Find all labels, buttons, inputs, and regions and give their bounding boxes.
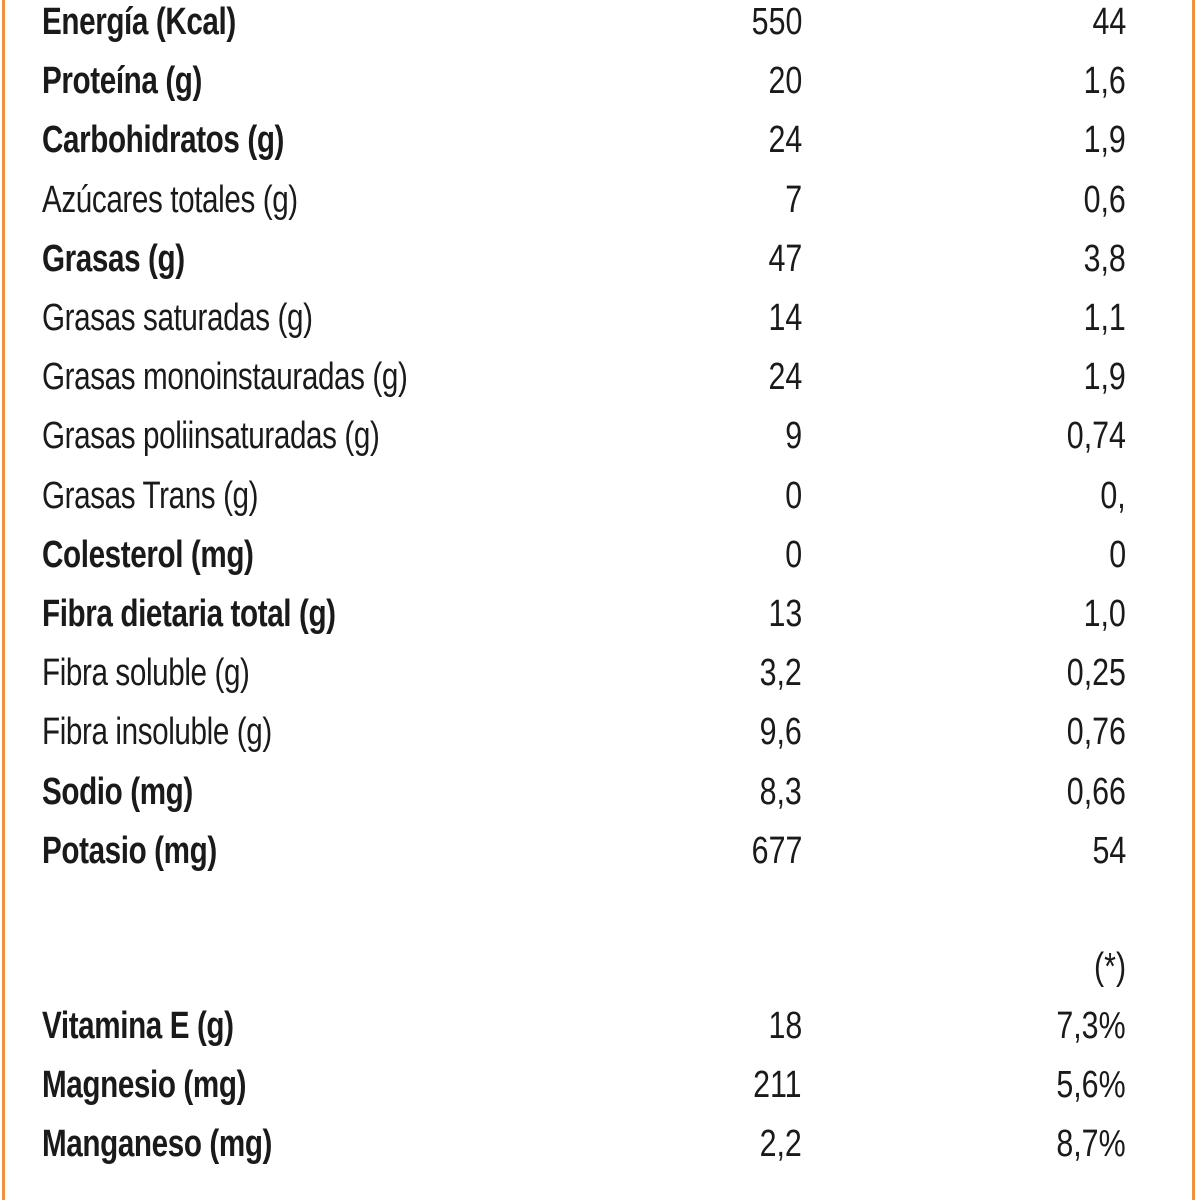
nutrient-label: Proteína (g)	[42, 60, 202, 103]
table-row	[0, 237, 1200, 296]
per-portion-value: 44	[1092, 1, 1126, 43]
nutrient-label: Vitamina E (g)	[42, 1005, 234, 1047]
per-100g-value: 677	[751, 829, 802, 872]
nutrient-label: Grasas Trans (g)	[42, 474, 259, 517]
per-portion-value: 1,6	[1083, 60, 1126, 103]
per-100g-value: 550	[751, 1, 802, 43]
per-100g-value: 9	[785, 415, 802, 458]
per-portion-value: 54	[1092, 829, 1126, 872]
per-portion-value: 1,9	[1083, 356, 1126, 399]
per-100g-value: 2,2	[759, 1123, 802, 1165]
footnote-row	[0, 945, 1200, 1004]
per-100g-value: 20	[768, 60, 802, 103]
per-portion-value: 0,74	[1066, 415, 1126, 458]
per-portion-value: 0	[1109, 533, 1126, 576]
table-row	[0, 1122, 1200, 1181]
nutrient-label: Colesterol (mg)	[42, 533, 254, 576]
per-portion-value: 0,25	[1066, 652, 1126, 695]
per-100g-value: 8,3	[759, 770, 802, 813]
per-100g-value: 14	[768, 297, 802, 339]
table-row	[0, 296, 1200, 355]
nutrient-label: Grasas (g)	[42, 237, 185, 280]
nutrient-label: Grasas saturadas (g)	[42, 297, 313, 339]
table-row	[0, 770, 1200, 829]
table-row	[0, 592, 1200, 651]
table-row	[0, 0, 1200, 59]
nutrient-label: Sodio (mg)	[42, 770, 193, 813]
table-row	[0, 651, 1200, 710]
nutrient-label: Grasas monoinstauradas (g)	[42, 356, 408, 399]
per-portion-value: 5,6%	[1056, 1064, 1126, 1106]
table-row	[0, 474, 1200, 533]
table-row	[0, 414, 1200, 473]
table-row	[0, 118, 1200, 177]
nutrient-label: Carbohidratos (g)	[42, 119, 285, 162]
table-row	[0, 59, 1200, 118]
table-row	[0, 1063, 1200, 1122]
per-portion-value: 0,76	[1066, 711, 1126, 754]
nutrient-label: Magnesio (mg)	[42, 1064, 247, 1106]
nutrient-label: Grasas poliinsaturadas (g)	[42, 415, 380, 458]
table-row	[0, 355, 1200, 414]
per-100g-value: 47	[768, 237, 802, 280]
footnote-marker: (*)	[1093, 946, 1126, 988]
nutrient-label: Energía (Kcal)	[42, 1, 236, 43]
table-row	[0, 178, 1200, 237]
nutrient-label: Potasio (mg)	[42, 829, 217, 872]
per-100g-value: 13	[768, 593, 802, 635]
per-100g-value: 0	[785, 533, 802, 576]
table-row	[0, 710, 1200, 769]
nutrient-label: Fibra insoluble (g)	[42, 711, 272, 754]
per-portion-value: 1,1	[1083, 297, 1126, 339]
nutrient-label: Azúcares totales (g)	[42, 178, 298, 221]
nutrient-label: Fibra soluble (g)	[42, 652, 250, 695]
per-portion-value: 7,3%	[1056, 1005, 1126, 1047]
per-100g-value: 7	[785, 178, 802, 221]
nutrient-label: Manganeso (mg)	[42, 1123, 273, 1165]
per-portion-value: 8,7%	[1056, 1123, 1126, 1165]
table-row	[0, 829, 1200, 888]
per-100g-value: 3,2	[759, 652, 802, 695]
per-100g-value: 24	[768, 119, 802, 162]
per-portion-value: 0,6	[1083, 178, 1126, 221]
per-100g-value: 18	[768, 1005, 802, 1047]
per-100g-value: 9,6	[759, 711, 802, 754]
per-100g-value: 211	[753, 1064, 802, 1106]
per-portion-value: 1,0	[1083, 593, 1126, 635]
table-row	[0, 533, 1200, 592]
per-portion-value: 0,	[1100, 474, 1126, 517]
nutrient-label: Fibra dietaria total (g)	[42, 593, 336, 635]
per-portion-value: 1,9	[1083, 119, 1126, 162]
per-100g-value: 24	[768, 356, 802, 399]
per-portion-value: 3,8	[1083, 237, 1126, 280]
table-row	[0, 1004, 1200, 1063]
per-100g-value: 0	[785, 474, 802, 517]
per-portion-value: 0,66	[1066, 770, 1126, 813]
